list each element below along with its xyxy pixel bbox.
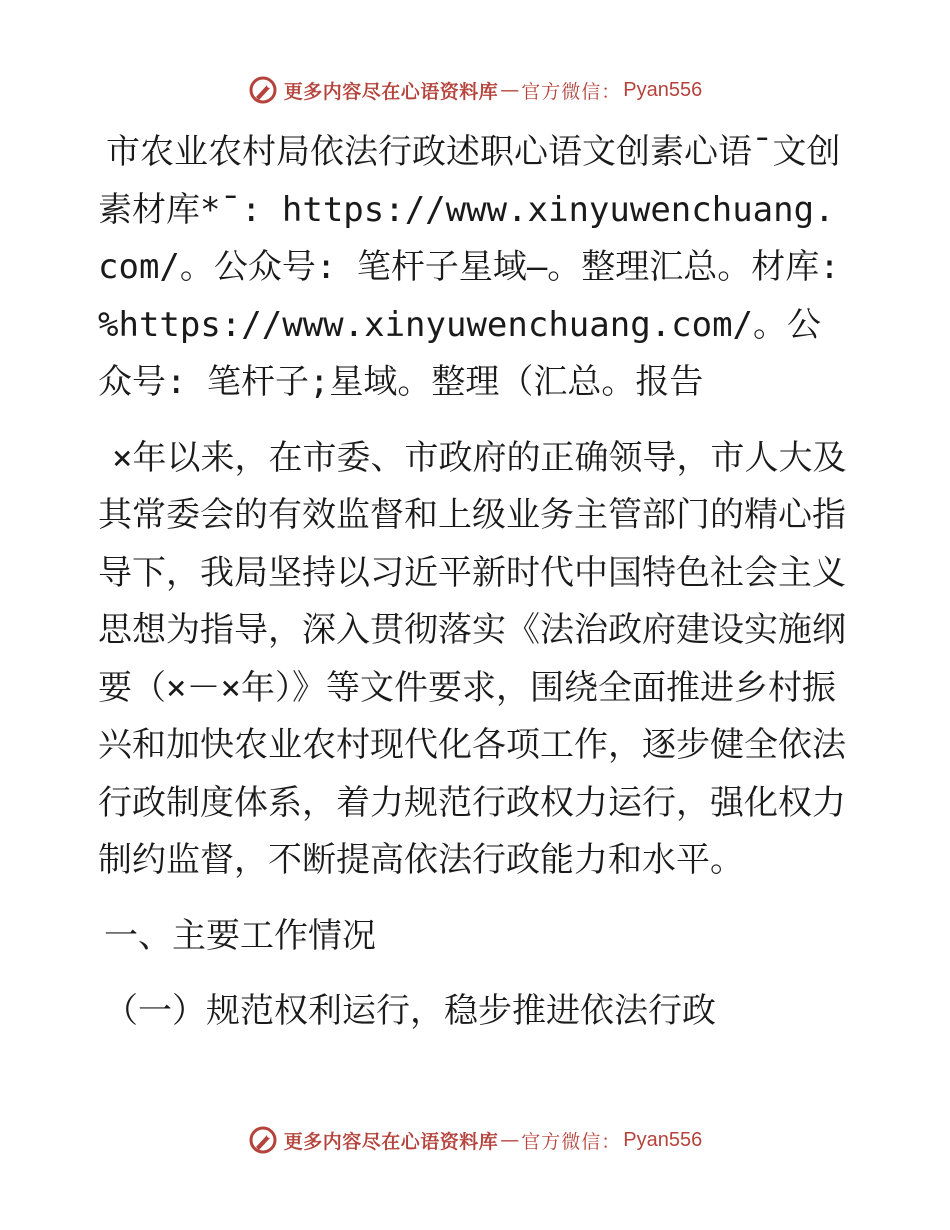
document-title-paragraph: 市农业农村局依法行政述职心语文创素心语¯文创素材库*¯: https://www.xinyuwenchuang.com/。公众号: 笔杆子星域—。整理汇总。材库: %https://www.xinyuwenchuang.com/。公众号: 笔杆子;星域。整理（汇总。报告 [98,132,841,402]
watermark-bottom-wechat-label: 官方微信： [521,1130,622,1153]
watermark-bottom-wechat-id: Pyan556 [623,1128,703,1151]
brush-logo-icon [248,1125,278,1155]
brush-logo-icon [248,75,278,105]
watermark-bottom-text: 更多内容尽在心语资料库 [283,1130,499,1153]
document-intro-paragraph: ×年以来，在市委、市政府的正确领导，市人大及其常委会的有效监督和上级业务主管部门的精心指导下，我局坚持以习近平新时代中国特色社会主义思想为指导，深入贯彻落实《法治政府建设实施纲要（×－×年）》等文件要求，围绕全面推进乡村振兴和加快农业农村现代化各项工作，逐步健全依法行政制度体系，着力规范行政权力运行，强化权力制约监督，不断提高依法行政能力和水平。 [98,437,847,880]
watermark-banner-top [0,70,950,110]
section-heading-1: 一、主要工作情况 [104,915,376,956]
watermark-top-wechat-id: Pyan556 [623,78,703,101]
watermark-top-text: 更多内容尽在心语资料库 [283,80,499,103]
document-body [98,120,850,1041]
section-heading-2: （一）规范权利运行，稳步推进依法行政 [104,991,716,1031]
watermark-bottom-separator: — [500,1129,520,1151]
watermark-top-separator: — [500,79,520,101]
watermark-banner-bottom [0,1120,950,1160]
watermark-top-wechat-label: 官方微信： [521,80,622,103]
